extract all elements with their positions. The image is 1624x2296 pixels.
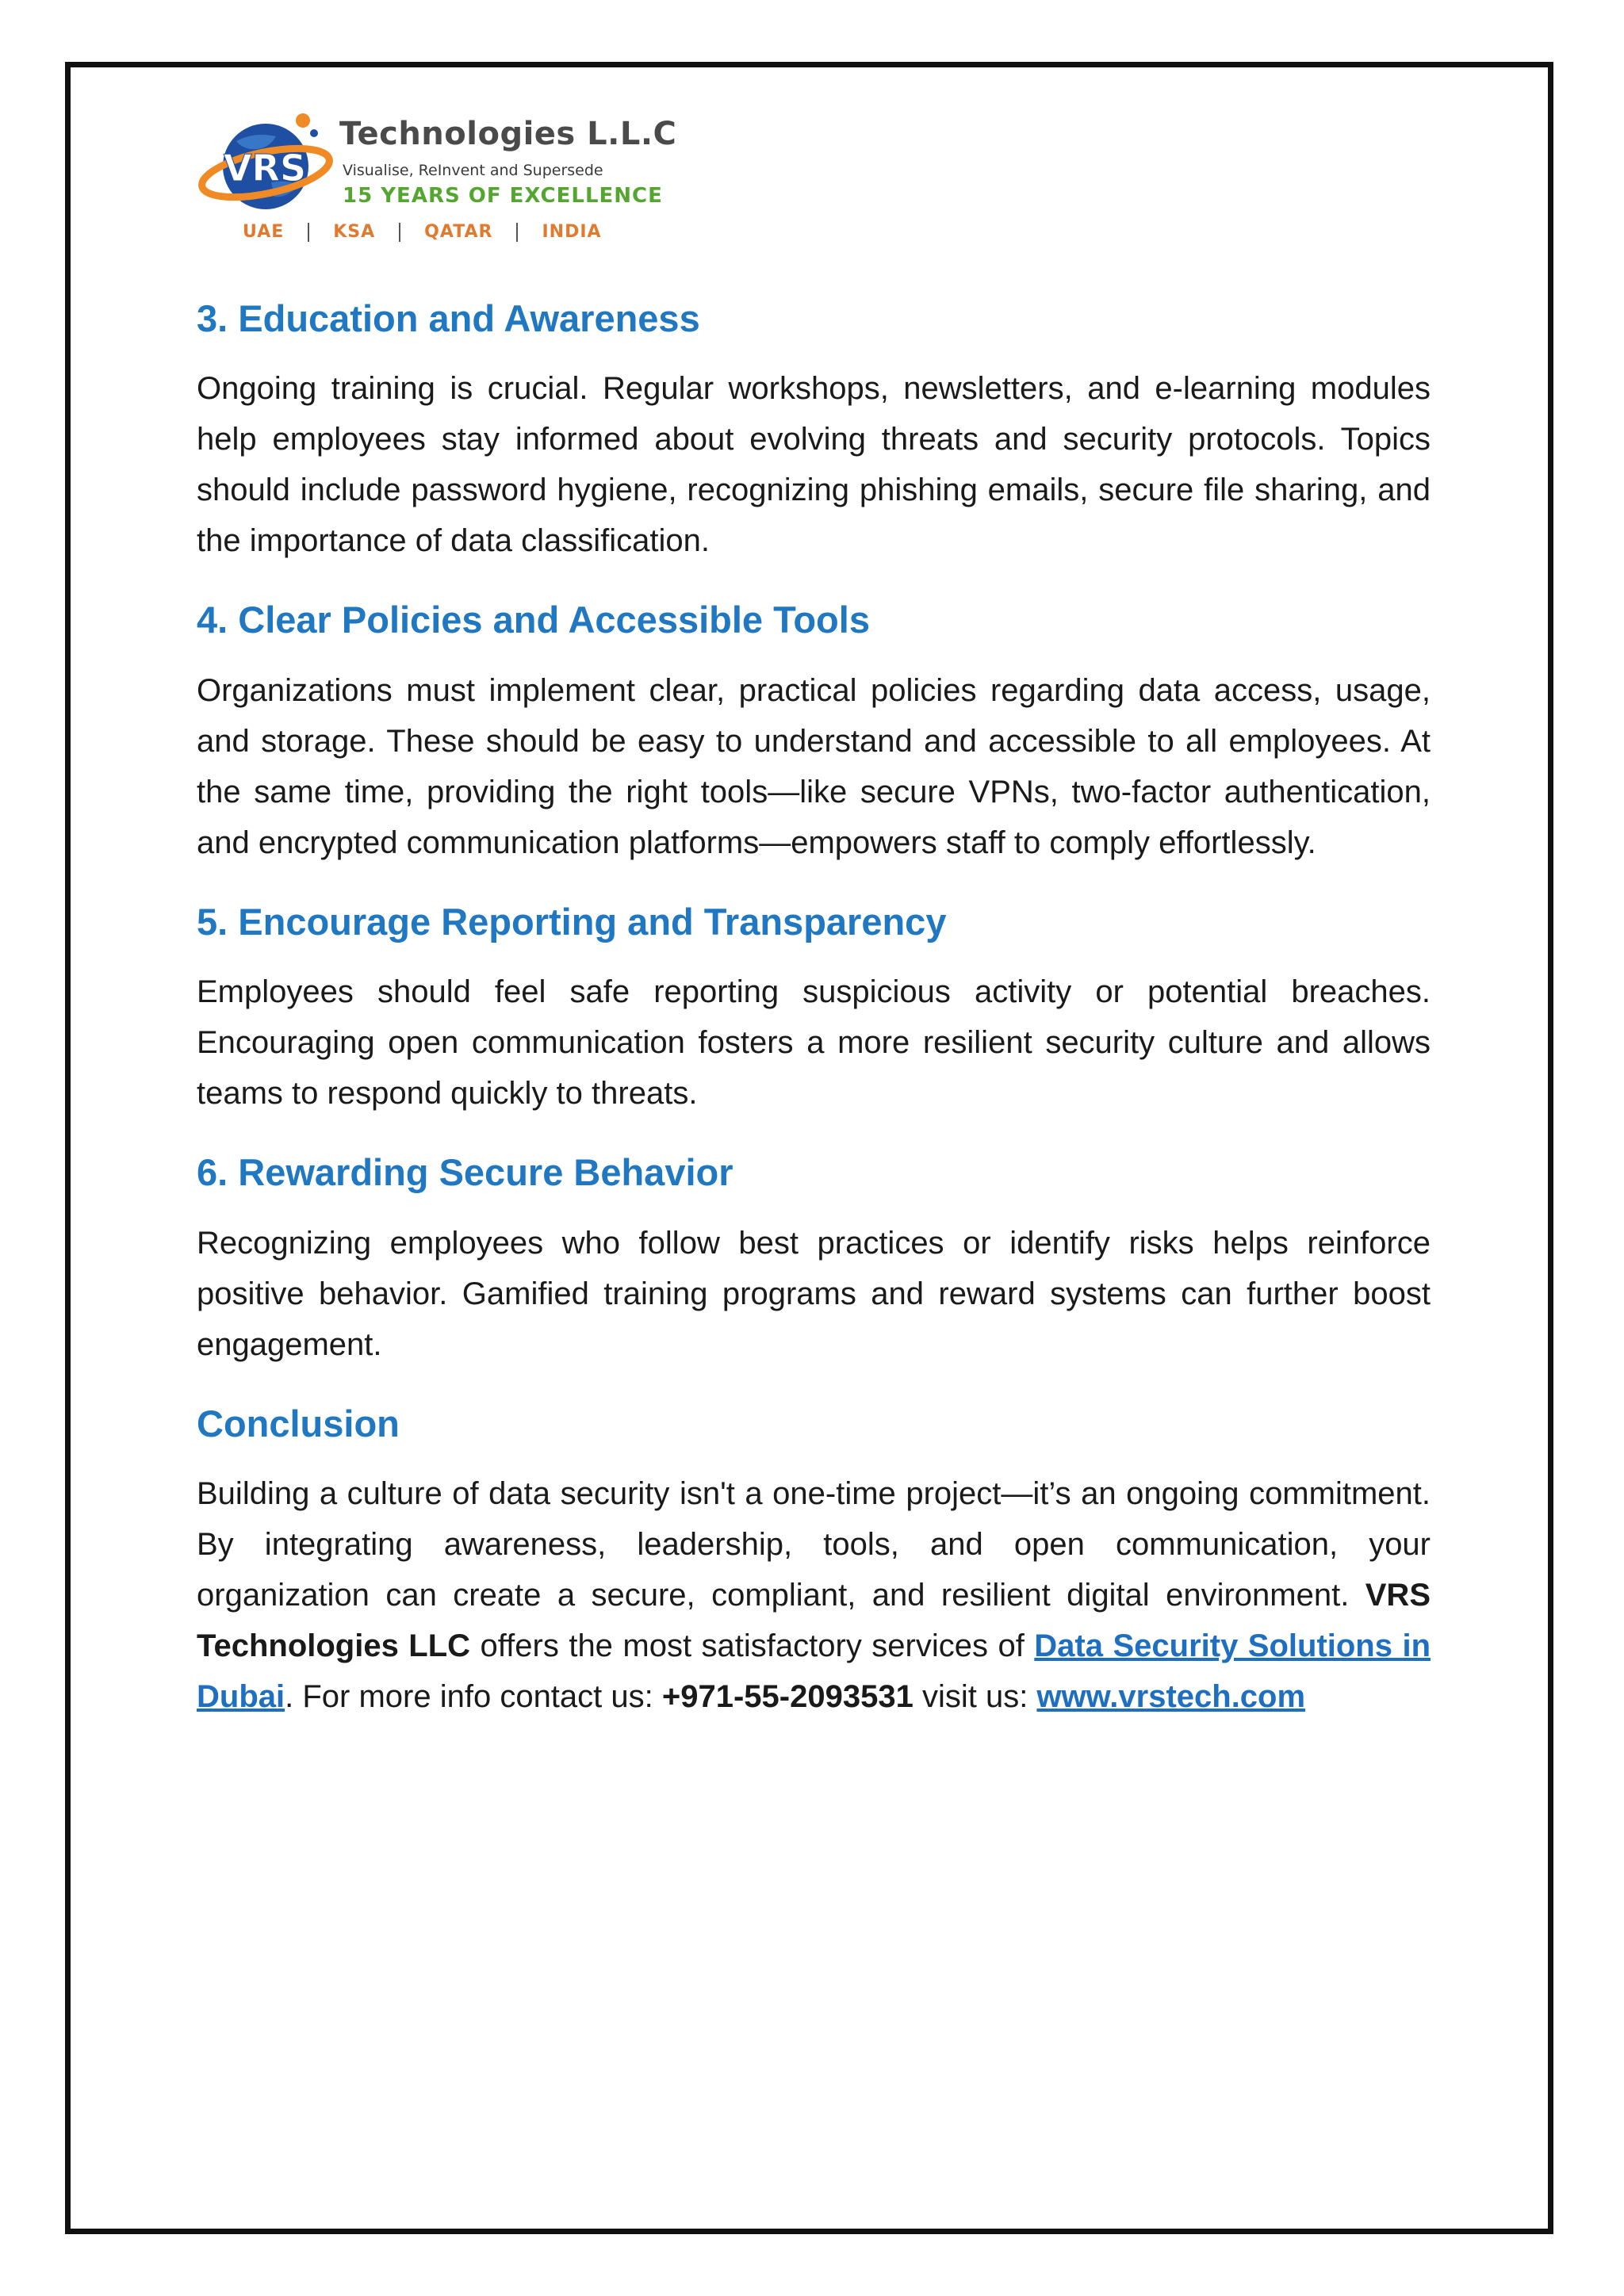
- vrs-globe-logo-icon: [198, 109, 333, 220]
- logo-regions: [243, 222, 602, 242]
- section-heading: 5. Encourage Reporting and Transparency: [197, 900, 947, 943]
- section-policies: [197, 598, 1431, 867]
- logo-tagline: Visualise, ReInvent and Supersede: [343, 162, 603, 179]
- section-paragraph: Recognizing employees who follow best practices or identify risks helps reinforce positive behavior. Gamified training programs and reward systems can further boost engagement.: [197, 1225, 1431, 1362]
- region-divider: [516, 223, 518, 242]
- website-link[interactable]: www.vrstech.com: [1036, 1678, 1306, 1714]
- logo-monogram: VRS: [223, 147, 307, 189]
- conclusion-text-4: visit us:: [913, 1678, 1037, 1714]
- conclusion-text-2: offers the most satisfactory services of: [470, 1628, 1035, 1663]
- contact-phone: +971-55-2093531: [661, 1678, 914, 1714]
- section-reporting: [197, 900, 1431, 1119]
- section-paragraph: Employees should feel safe reporting suspicious activity or potential breaches. Encouraging open communication fosters a more resilient security culture and allows teams to respond quickly to threats.: [197, 974, 1431, 1112]
- section-conclusion: [197, 1402, 1431, 1722]
- region-ksa: KSA: [333, 222, 376, 242]
- region-divider: [399, 223, 400, 242]
- section-paragraph: Organizations must implement clear, practical policies regarding data access, usage, and storage. These should be easy to understand and accessible to all employees. At the same time, providing the right tools—like secure VPNs, two-factor authentication, and encrypted communication platforms—empowers staff to comply effortlessly.: [197, 672, 1431, 860]
- section-heading: 6. Rewarding Secure Behavior: [197, 1151, 733, 1194]
- section-heading: 4. Clear Policies and Accessible Tools: [197, 599, 870, 641]
- conclusion-text-1: Building a culture of data security isn't a one-time project—it’s an ongoing commitment. By integrating awareness, leadership, tools, and open communication, your organization can create a secure, compliant, and resilient digital environment.: [197, 1475, 1431, 1613]
- section-rewarding: [197, 1150, 1431, 1369]
- document-body: [197, 297, 1431, 1754]
- logo-excellence: 15 YEARS OF EXCELLENCE: [343, 184, 663, 208]
- region-india: INDIA: [542, 222, 602, 242]
- company-logo: [198, 109, 677, 252]
- section-heading: 3. Education and Awareness: [197, 297, 700, 339]
- region-uae: UAE: [243, 222, 285, 242]
- conclusion-heading: Conclusion: [197, 1402, 400, 1445]
- region-divider: [308, 223, 309, 242]
- conclusion-text-3: . For more info contact us:: [285, 1678, 662, 1714]
- section-education: [197, 297, 1431, 566]
- company-name: VRS Technologies LLC: [197, 1577, 1431, 1663]
- data-security-solutions-link[interactable]: Data Security Solutions in Dubai: [197, 1628, 1431, 1714]
- section-paragraph: Ongoing training is crucial. Regular workshops, newsletters, and e-learning modules help employees stay informed about evolving threats and security protocols. Topics should include password hygiene, recognizing phishing emails, secure file sharing, and the importance of data classification.: [197, 371, 1431, 559]
- conclusion-paragraph: [197, 1468, 1431, 1722]
- region-qatar: QATAR: [424, 222, 493, 242]
- logo-company-name: Technologies L.L.C: [339, 116, 677, 152]
